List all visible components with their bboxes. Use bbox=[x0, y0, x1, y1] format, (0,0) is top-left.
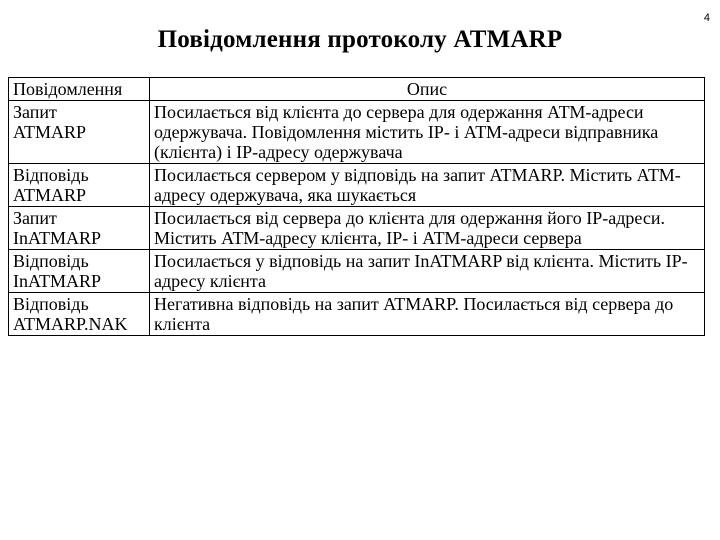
message-type: Відповідь bbox=[13, 165, 89, 185]
page-number: 4 bbox=[703, 12, 710, 24]
message-name bbox=[9, 293, 150, 336]
message-protocol: ATMARP bbox=[13, 122, 87, 142]
table-row bbox=[9, 101, 705, 164]
message-type: Запит bbox=[13, 102, 57, 122]
message-name bbox=[9, 164, 150, 207]
message-description: Негативна відповідь на запит ATMARP. Посилається від сервера до клієнта bbox=[150, 293, 705, 336]
message-name bbox=[9, 101, 150, 164]
message-protocol: ATMARP bbox=[13, 185, 87, 205]
message-protocol: InATMARP bbox=[13, 271, 102, 291]
message-name bbox=[9, 207, 150, 250]
table-row bbox=[9, 207, 705, 250]
message-type: Запит bbox=[13, 208, 57, 228]
header-description: Опис bbox=[150, 78, 705, 101]
table-row bbox=[9, 293, 705, 336]
header-message: Повідомлення bbox=[9, 78, 150, 101]
slide-title: Повідомлення протоколу ATMARP bbox=[157, 26, 563, 53]
message-protocol: InATMARP bbox=[13, 228, 102, 248]
message-description: Посилається сервером у відповідь на запит ATMARP. Містить АТМ-адресу одержувача, яка шукається bbox=[150, 164, 705, 207]
message-type: Відповідь bbox=[13, 251, 89, 271]
message-description: Посилається у відповідь на запит InATMARP від клієнта. Містить ІР-адресу клієнта bbox=[150, 250, 705, 293]
message-description: Посилається від клієнта до сервера для одержання АТМ-адреси одержувача. Повідомлення містить ІР- і АТМ-адреси відправника (клієнта) і ІР-адресу одержувача bbox=[150, 101, 705, 164]
table-header-row bbox=[9, 78, 705, 101]
table-row bbox=[9, 250, 705, 293]
message-description: Посилається від сервера до клієнта для одержання його ІР-адреси. Містить АТМ-адресу клієнта, ІР- і АТМ-адреси сервера bbox=[150, 207, 705, 250]
table-row bbox=[9, 164, 705, 207]
messages-table bbox=[8, 77, 705, 336]
message-type: Відповідь bbox=[13, 294, 89, 314]
message-name bbox=[9, 250, 150, 293]
message-protocol: ATMARP.NAK bbox=[13, 314, 128, 334]
